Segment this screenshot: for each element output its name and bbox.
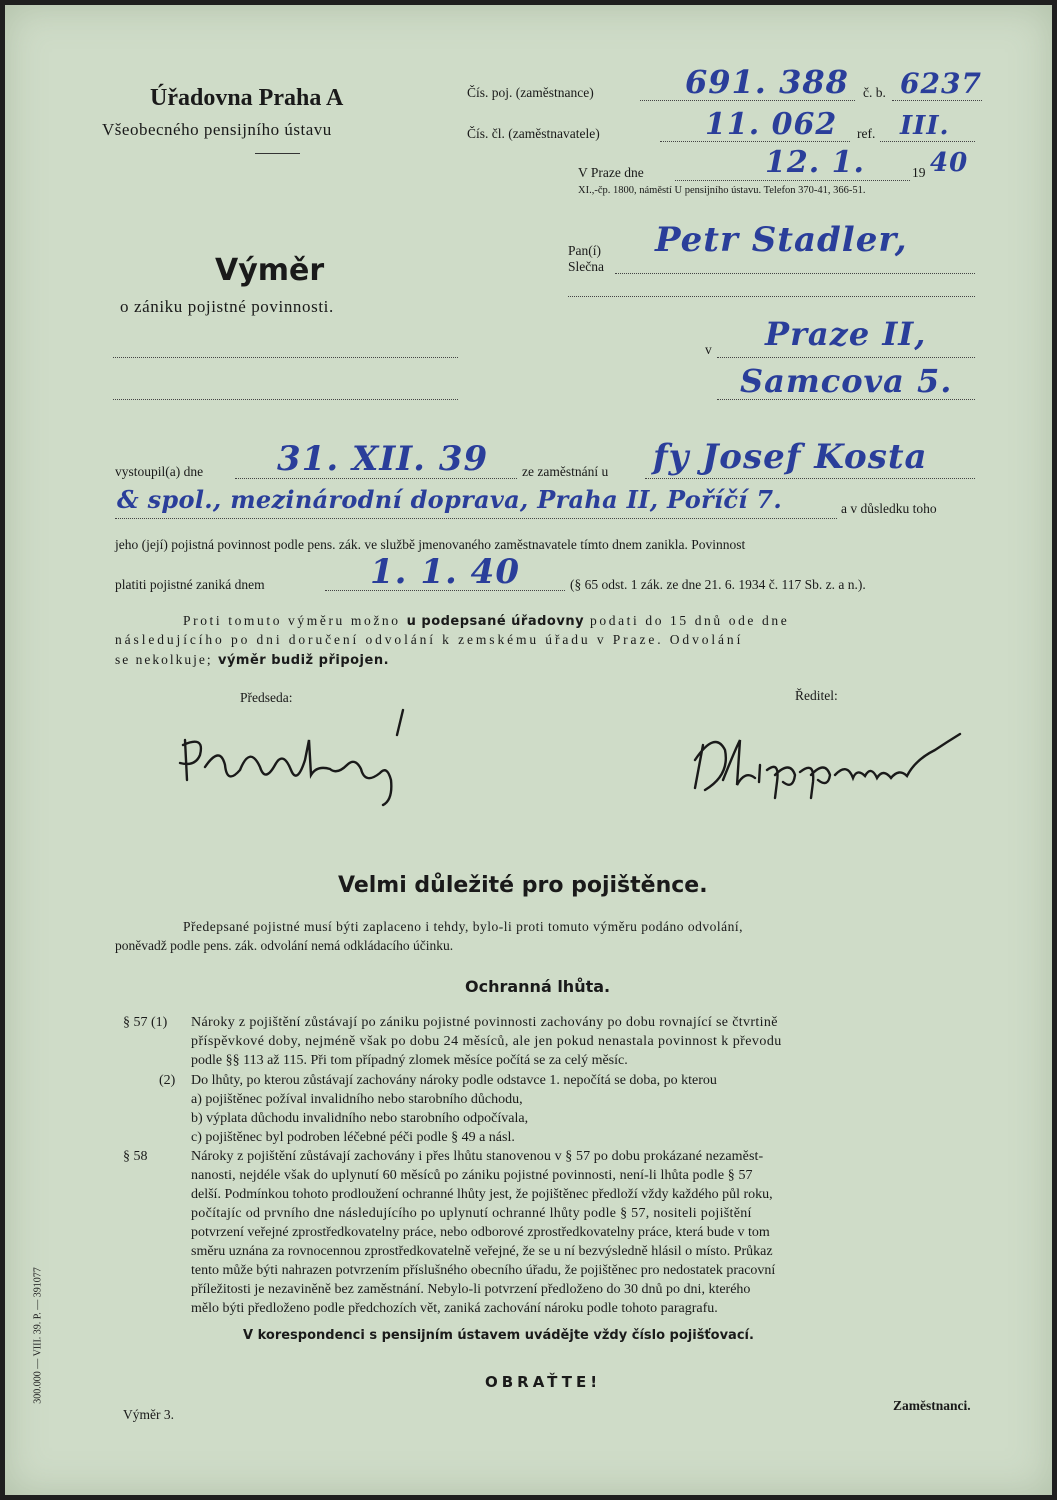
slecna-label: Slečna bbox=[568, 259, 604, 274]
print-code: 300.000 — VIII. 39. P. — 391077 bbox=[32, 1267, 44, 1404]
cis-poj-value: 691. 388 bbox=[685, 63, 849, 101]
year-value: 40 bbox=[930, 148, 969, 178]
important-text-2: poněvadž podle pens. zák. odvolání nemá odkládacího účinku. bbox=[115, 938, 454, 953]
vystoupil-date: 31. XII. 39 bbox=[277, 439, 489, 479]
cb-value: 6237 bbox=[900, 67, 982, 100]
p58-line-7: tento může býti nahrazen potvrzením příslušného obecního úřadu, že pojištěnec pro nedostatek pracovní bbox=[191, 1263, 776, 1278]
reditel-signature bbox=[685, 720, 965, 800]
ref-label: ref. bbox=[857, 126, 876, 141]
appeal-line-2: následujícího po dni doručení odvolání k zemskému úřadu v Praze. Odvolání bbox=[115, 632, 744, 647]
recipient-name: Petr Stadler, bbox=[655, 220, 908, 260]
p57-2-label: (2) bbox=[159, 1073, 176, 1088]
important-title: Velmi důležité pro pojištěnce. bbox=[338, 873, 708, 898]
office-title: Úřadovna Praha A bbox=[150, 85, 344, 111]
p58-line-8: příležitosti je nezaviněně bez zaměstnání. Nebylo-li potvrzení předloženo do 30 dnů po dni, kterého bbox=[191, 1282, 751, 1297]
cb-label: č. b. bbox=[863, 85, 886, 100]
appeal-1b: u podepsané úřadovny bbox=[406, 614, 585, 629]
employer-line-1: fy Josef Kosta bbox=[653, 437, 928, 477]
appeal-3a: se nekolkuje; bbox=[115, 652, 213, 667]
p58-line-3: delší. Podmínkou tohoto prodloužení ochranné lhůty jest, že pojištěnec předloží vždy každého půl roku, bbox=[191, 1187, 773, 1202]
p58-line-9: mělo býti předloženo podle předchozích vět, zaniká zachování nároku podle tohoto paragrafu. bbox=[191, 1301, 718, 1316]
vystoupil-label: vystoupil(a) dne bbox=[115, 464, 204, 479]
p58-line-6: směru uznána za rovnocennou zprostředkovatelně veřejné, že se u ní bezvýsledně hlásil o místo. Průkaz bbox=[191, 1244, 773, 1259]
p57-line-1: Nároky z pojištění zůstávají po zániku pojistné povinnosti zachovány po dobu rovnající se čtvrtině bbox=[191, 1015, 778, 1030]
p57-item-b: b) výplata důchodu invalidního nebo starobního odpočívala, bbox=[191, 1111, 529, 1126]
p57-label: § 57 (1) bbox=[123, 1015, 168, 1030]
zamestnanci: Zaměstnanci. bbox=[893, 1398, 971, 1413]
p58-line-5: potvrzení veřejné zprostředkovatelny práce, nebo odborové zprostředkovatelny práce, která bude v tom bbox=[191, 1225, 770, 1240]
predseda-signature bbox=[165, 705, 415, 815]
p58-line-4: počítajíc od prvního dne následujícího po uplynutí ochranné lhůty podle § 57, nositeli pojištění bbox=[191, 1206, 752, 1221]
office-subtitle: Všeobecného pensijního ústavu bbox=[102, 120, 332, 139]
dusledek-text: a v důsledku toho bbox=[841, 501, 937, 516]
p58-line-2: nanosti, nejdéle však do uplynutí 60 měsíců po zániku pojistné povinnosti, není-li lhůta podle § 57 bbox=[191, 1168, 753, 1183]
pan-label: Pan(í) bbox=[568, 243, 601, 258]
p57-line-2: příspěvkové doby, nejméně však po dobu 24 měsíců, ale jen pokud nenastala povinnost k převodu bbox=[191, 1034, 782, 1049]
correspondence-note: V korespondenci s pensijním ústavem uvádějte vždy číslo pojišťovací. bbox=[243, 1328, 754, 1343]
ochranna-title: Ochranná lhůta. bbox=[465, 977, 611, 996]
p58-label: § 58 bbox=[123, 1149, 148, 1164]
pojistna-sentence: jeho (její) pojistná povinnost podle pens. zák. ve službě jmenovaného zaměstnavatele tímto dnem zanikla. Povinnost bbox=[115, 537, 746, 552]
recipient-street: Samcova 5. bbox=[740, 362, 953, 400]
obratte: OBRAŤTE! bbox=[485, 1373, 602, 1391]
cis-cl-value: 11. 062 bbox=[705, 107, 838, 142]
recipient-city: Praze II, bbox=[765, 315, 927, 353]
p57-item-c: c) pojištěnec byl podroben léčebné péči podle § 49 a násl. bbox=[191, 1130, 515, 1145]
important-text-1: Předepsané pojistné musí býti zaplaceno i tehdy, bylo-li proti tomuto výměru podáno odvolání, bbox=[183, 919, 744, 934]
ref-value: III. bbox=[900, 111, 950, 141]
zamestnani-label: ze zaměstnání u bbox=[522, 464, 609, 479]
predseda-label: Předseda: bbox=[240, 690, 293, 705]
appeal-1c: podati do 15 dnů ode dne bbox=[590, 613, 790, 628]
year-prefix: 19 bbox=[912, 165, 926, 180]
appeal-3b: výměr budiž připojen. bbox=[217, 653, 390, 668]
decree-title: Výměr bbox=[215, 253, 325, 288]
appeal-line-3 bbox=[115, 652, 389, 668]
employer-line-2: & spol., mezinárodní doprava, Praha II, Poříčí 7. bbox=[117, 485, 783, 514]
p57-item-a: a) pojištěnec požíval invalidního nebo starobního důchodu, bbox=[191, 1092, 523, 1107]
p57-line-3: podle §§ 113 až 115. Při tom případný zlomek měsíce počítá se za celý měsíc. bbox=[191, 1053, 628, 1068]
appeal-line-1 bbox=[183, 613, 789, 629]
document-page bbox=[5, 5, 1052, 1495]
paragraph-ref: (§ 65 odst. 1 zák. ze dne 21. 6. 1934 č. 117 Sb. z. a n.). bbox=[570, 577, 866, 592]
reditel-label: Ředitel: bbox=[795, 688, 838, 703]
date-value: 12. 1. bbox=[765, 145, 865, 180]
title-divider bbox=[255, 153, 300, 154]
platiti-date: 1. 1. 40 bbox=[370, 552, 520, 592]
p58-line-1: Nároky z pojištění zůstávají zachovány i přes lhůtu stanovenou v § 57 po dobu prokázané nezaměst- bbox=[191, 1149, 764, 1164]
praze-label: V Praze dne bbox=[578, 165, 644, 180]
cis-poj-label: Čís. poj. (zaměstnance) bbox=[467, 85, 594, 100]
appeal-1a: Proti tomuto výměru možno bbox=[183, 613, 401, 628]
v-label: v bbox=[705, 342, 712, 357]
address-line: XI.,-čp. 1800, náměstí U pensijního ústavu. Telefon 370-41, 366-51. bbox=[578, 185, 866, 196]
vymer-number: Výměr 3. bbox=[123, 1407, 174, 1422]
platiti-label: platiti pojistné zaniká dnem bbox=[115, 577, 265, 592]
p57-line-4: Do lhůty, po kterou zůstávají zachovány nároky podle odstavce 1. nepočítá se doba, po kterou bbox=[191, 1073, 717, 1088]
decree-subtitle: o zániku pojistné povinnosti. bbox=[120, 297, 334, 316]
cis-cl-label: Čís. čl. (zaměstnavatele) bbox=[467, 126, 600, 141]
